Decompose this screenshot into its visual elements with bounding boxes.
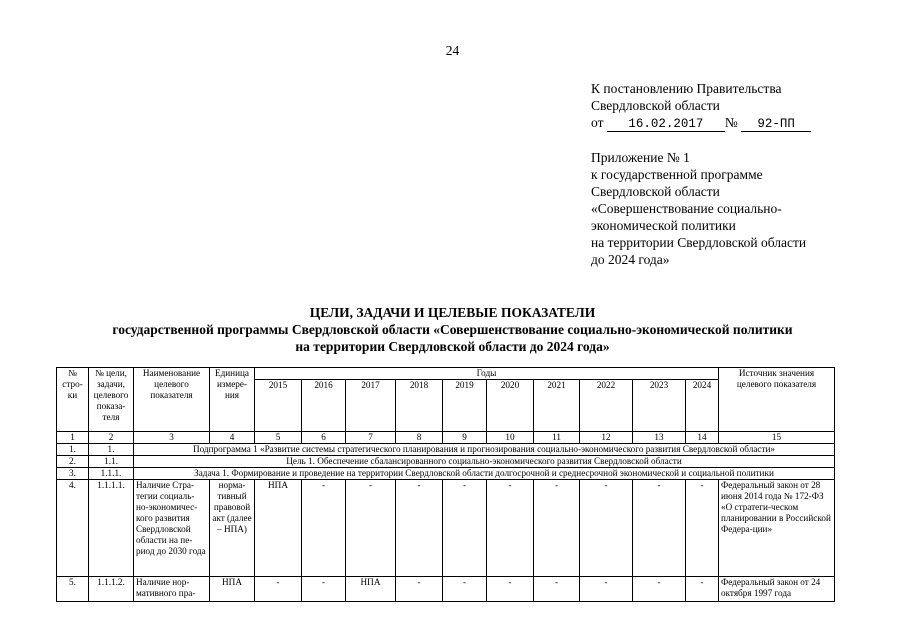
column-number: 2 <box>89 432 134 444</box>
resolution-number: 92-ПП <box>741 117 811 132</box>
table-row <box>57 480 835 577</box>
indicators-table <box>56 367 835 602</box>
indicator-name: Наличие нор-мативного пра- <box>134 577 210 602</box>
year-value: - <box>487 480 534 577</box>
header-year: 2015 <box>255 380 302 432</box>
year-value: - <box>443 577 487 602</box>
appendix-line: экономической политики <box>591 218 736 233</box>
title-line-3: на территории Свердловской области до 2024 года» <box>295 339 610 354</box>
row-number: 4. <box>57 480 89 577</box>
section-text: Цель 1. Обеспечение сбалансированного социально-экономического развития Свердловской области <box>134 456 835 468</box>
column-number-row <box>57 432 835 444</box>
header-row-1 <box>57 368 835 380</box>
column-number: 11 <box>534 432 580 444</box>
source-text: Федеральный закон от 28 июня 2014 года № 172-ФЗ «О стратеги-ческом планировании в Российской Федера-ции» <box>719 480 835 577</box>
column-number: 10 <box>487 432 534 444</box>
resolution-line-1: К постановлению Правительства <box>591 81 782 96</box>
appendix-line: «Совершенствование социально- <box>591 201 782 216</box>
indicator-name: Наличие Стра-тегии социаль-но-экономичес-кого развития Свердловской области на пе-риод до 2030 года <box>134 480 210 577</box>
source-text: Федеральный закон от 24 октября 1997 года <box>719 577 835 602</box>
header-year: 2017 <box>346 380 396 432</box>
header-year: 2018 <box>396 380 443 432</box>
row-number: 1. <box>57 444 89 456</box>
appendix-block <box>591 149 806 268</box>
row-code: 1.1.1.2. <box>89 577 134 602</box>
year-value: - <box>580 480 633 577</box>
header-year: 2016 <box>302 380 346 432</box>
column-number: 1 <box>57 432 89 444</box>
year-value: - <box>534 480 580 577</box>
resolution-date-line <box>591 114 811 132</box>
appendix-line: до 2024 года» <box>591 252 670 267</box>
column-number: 7 <box>346 432 396 444</box>
header-year: 2023 <box>633 380 686 432</box>
year-value: - <box>346 480 396 577</box>
section-row-subprogram <box>57 444 835 456</box>
header-year: 2024 <box>686 380 719 432</box>
column-number: 15 <box>719 432 835 444</box>
resolution-date: 16.02.2017 <box>607 117 725 132</box>
page-number: 24 <box>445 43 460 58</box>
row-code: 1.1. <box>89 456 134 468</box>
section-row-task <box>57 468 835 480</box>
appendix-line: Свердловской области <box>591 184 720 199</box>
header-years-group: Годы <box>255 368 719 380</box>
table-row <box>57 577 835 602</box>
header-year: 2022 <box>580 380 633 432</box>
column-number: 9 <box>443 432 487 444</box>
indicator-unit: НПА <box>210 577 255 602</box>
row-code: 1.1.1.1. <box>89 480 134 577</box>
title-line-2: государственной программы Свердловской области «Совершенствование социально-экономической политики <box>112 322 793 337</box>
year-value: НПА <box>346 577 396 602</box>
appendix-line: Приложение № 1 <box>591 150 690 165</box>
appendix-line: к государственной программе <box>591 167 763 182</box>
section-text: Задача 1. Формирование и проведение на территории Свердловской области долгосрочной и среднесрочной экономической и социальной политики <box>134 468 835 480</box>
year-value: - <box>534 577 580 602</box>
column-number: 6 <box>302 432 346 444</box>
year-value: - <box>255 577 302 602</box>
year-value: - <box>580 577 633 602</box>
header-year: 2021 <box>534 380 580 432</box>
year-value: - <box>633 577 686 602</box>
from-label: от <box>591 115 604 130</box>
section-text: Подпрограмма 1 «Развитие системы стратегического планирования и прогнозирования социально-экономического развития Свердловской области» <box>134 444 835 456</box>
row-code: 1.1.1. <box>89 468 134 480</box>
column-number: 5 <box>255 432 302 444</box>
year-value: - <box>686 577 719 602</box>
row-number: 3. <box>57 468 89 480</box>
header-year: 2019 <box>443 380 487 432</box>
column-number: 13 <box>633 432 686 444</box>
row-number: 2. <box>57 456 89 468</box>
header-unit: Единица измере-ния <box>210 368 255 432</box>
year-value: - <box>487 577 534 602</box>
column-number: 14 <box>686 432 719 444</box>
header-row-no: № стро-ки <box>57 368 89 432</box>
header-year: 2020 <box>487 380 534 432</box>
year-value: - <box>396 480 443 577</box>
column-number: 4 <box>210 432 255 444</box>
column-number: 3 <box>134 432 210 444</box>
column-number: 12 <box>580 432 633 444</box>
row-number: 5. <box>57 577 89 602</box>
year-value: НПА <box>255 480 302 577</box>
header-source: Источник значения целевого показателя <box>719 368 835 432</box>
row-code: 1. <box>89 444 134 456</box>
year-value: - <box>302 480 346 577</box>
document-title <box>0 304 905 355</box>
resolution-reference <box>591 80 811 132</box>
year-value: - <box>443 480 487 577</box>
indicator-unit: норма-тивный правовой акт (далее – НПА) <box>210 480 255 577</box>
appendix-line: на территории Свердловской области <box>591 235 807 250</box>
resolution-line-2: Свердловской области <box>591 98 720 113</box>
header-indicator-name: Наименование целевого показателя <box>134 368 210 432</box>
year-value: - <box>302 577 346 602</box>
number-label: № <box>724 115 738 130</box>
title-line-1: ЦЕЛИ, ЗАДАЧИ И ЦЕЛЕВЫЕ ПОКАЗАТЕЛИ <box>309 305 596 320</box>
year-value: - <box>633 480 686 577</box>
section-row-goal <box>57 456 835 468</box>
year-value: - <box>396 577 443 602</box>
column-number: 8 <box>396 432 443 444</box>
year-value: - <box>686 480 719 577</box>
header-goal-no: № цели, задачи, целевого показа-теля <box>89 368 134 432</box>
